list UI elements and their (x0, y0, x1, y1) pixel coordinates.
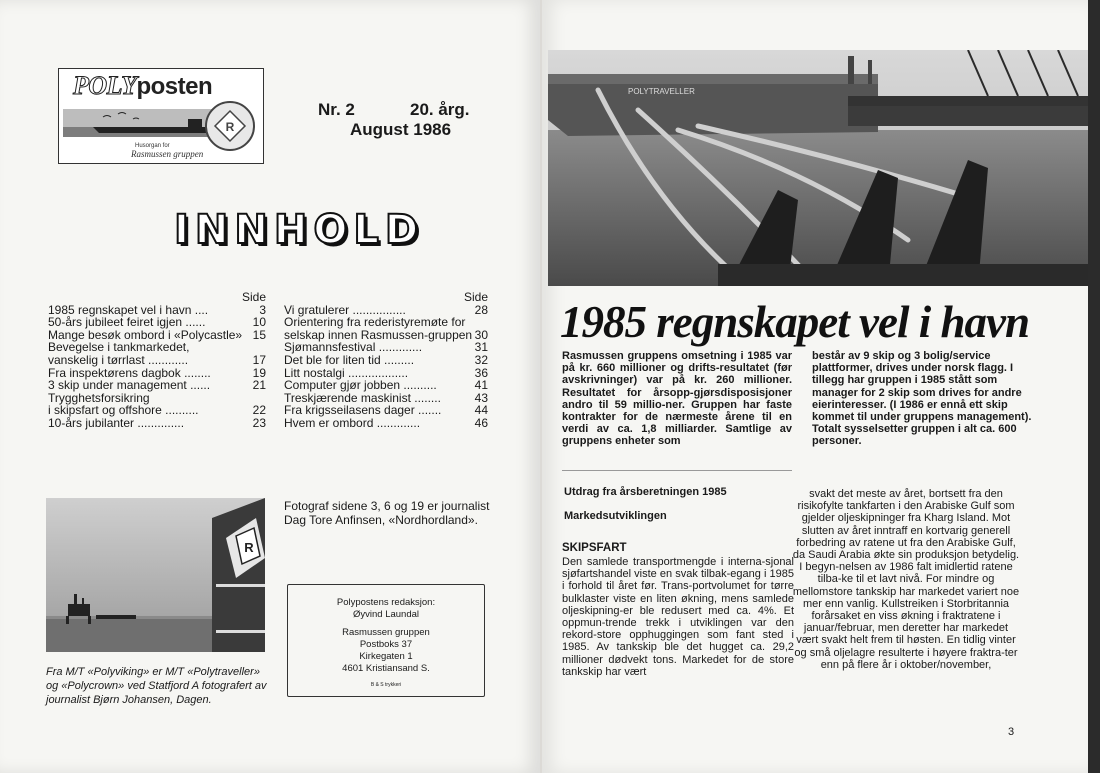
toc-entry-title: Hvem er ombord ............. (284, 415, 421, 430)
toc-entry-title: Vi gratulerer ................ (284, 302, 406, 317)
tanker-ship-icon (63, 109, 223, 137)
toc-entry-title: Trygghetsforsikring (48, 390, 150, 405)
toc-entry-page: 36 (474, 365, 488, 380)
toc-entry (48, 379, 266, 392)
toc-column-right (284, 291, 488, 430)
toc-entry-title: selskap innen Rasmussen-gruppen (284, 327, 473, 342)
toc-entry (284, 379, 488, 392)
toc-entry-page: 17 (252, 352, 266, 367)
address-city: 4601 Kristiansand S. (342, 663, 430, 674)
toc-entry (284, 316, 488, 329)
toc-entry-title: Sjømannsfestival ............. (284, 340, 423, 355)
innhold-letter: N (194, 207, 229, 253)
toc-entry (48, 354, 266, 367)
right-page (542, 0, 1088, 773)
toc-entry-title: Litt nostalgi .................. (284, 365, 409, 380)
innhold-letter: H (273, 207, 308, 253)
toc-entry (284, 354, 488, 367)
photographer-note: Fotograf sidene 3, 6 og 19 er journalist Dag Tore Anfinsen, «Nordhordland». (284, 499, 490, 527)
subheading-report-excerpt: Utdrag fra årsberetningen 1985 (564, 486, 727, 498)
lead-paragraph-part2: består av 9 skip og 3 bolig/service plattformer, drives under norsk flagg. I tillegg har gruppen i 1985 stått som manager for 2 skip som drives for andre eierinteresser. (I 1986 er ennå ett skip kommet til under gruppens management). Totalt sysselsetter gruppen i alt ca. 600 personer. (812, 350, 1032, 448)
toc-entry-title: i skipsfart og offshore .......... (48, 403, 199, 418)
innhold-letter: D (384, 207, 419, 253)
innhold-heading (172, 207, 420, 253)
address-street: Kirkegaten 1 (359, 651, 413, 662)
toc-entry-page: 41 (474, 378, 488, 393)
toc-entry-title: Det ble for liten tid ......... (284, 352, 415, 367)
editorial-label: Polypostens redaksjon: (336, 597, 436, 608)
toc-entry-page: 44 (474, 403, 488, 418)
toc-entry (284, 417, 488, 430)
editorial-box (287, 584, 485, 697)
innhold-letter: I (174, 207, 189, 253)
toc-entry-page: 3 (259, 302, 266, 317)
logo-subtitle: Rasmussen gruppen (131, 149, 204, 159)
logo-word-posten: posten (136, 73, 213, 100)
issue-date: August 1986 (350, 120, 452, 139)
article-headline: 1985 regnskapet vel i havn (560, 297, 1029, 347)
toc-entry-title: Computer gjør jobben .......... (284, 378, 437, 393)
innhold-letter: L (353, 207, 379, 253)
toc-entry-title: Treskjærende maskinist ........ (284, 390, 441, 405)
toc-entry-page: 30 (474, 327, 488, 342)
tanker-mooring-photo (548, 50, 1088, 286)
innhold-letter: N (234, 207, 268, 253)
scan-edge (1088, 0, 1100, 773)
toc-entry-page: 43 (474, 390, 488, 405)
toc-column-left (48, 291, 266, 430)
body-text-1: Den samlede transportmengde i interna-sjonal sjøfartshandel viste en svak tilbak-egang i 1985 i forhold til året før. Trans-portvolumet for tørre bulklaster viste en liten økning, mens samlede oljeskipning-er ble redusert med ca. 4%. Et oppmun-trende trekk i utviklingen var den rekord-store opphuggingen som fant sted i 1985. Av tankskip ble det hugget ca. 29,2 millioner dødvekt tons. Markedet for de store tankskip har vært (562, 556, 794, 678)
toc-entry-page: 23 (252, 415, 266, 430)
body-text-2: svakt det meste av året, bortsett fra den risikofylte tankfarten i den Arabiske Gulf som gjelder oljeskipninger fra Kharg Island. Mot slutten av året inntraff en kortvarig generell forbedring av ratene ut fra den Arabiske Gulf, da Saudi Arabia økte sin produksjon betydelig. I begyn-nelsen av 1986 falt imidlertid ratene tilba-ke til et lavt nivå. For mindre og mellomstore tankskip har markedet variert noe mer enn vanlig. Kullstreiken i Storbritannia forårsaket en viss økning i fraktratene i januar/februar, men deretter har markedet vært svakt helt frem til høsten. En tidlig vinter og små oljelagre resulterte i høyere fraktra-ter enn på flere år i oktober/november, (792, 488, 1020, 671)
toc-entry-title: 50-års jubileet feiret igjen ...... (48, 315, 206, 330)
issue-number: Nr. 2 (318, 100, 355, 119)
innhold-letter: O (313, 207, 348, 253)
toc-entry-page: 10 (252, 315, 266, 330)
toc-entry-title: 3 skip under management ...... (48, 378, 211, 393)
toc-entry-page: 28 (474, 302, 488, 317)
toc-entry-page: 32 (474, 352, 488, 367)
editor-name: Øyvind Laundal (352, 609, 420, 620)
photo-caption: Fra M/T «Polyviking» er M/T «Polytraveller» og «Polycrown» ved Statfjord A fotografert av journalist Bjørn Johansen, Dagen. (46, 666, 267, 706)
subheading-market: Markedsutviklingen (564, 510, 667, 522)
section-heading-skipsfart: SKIPSFART (562, 542, 627, 554)
toc-entry-title: vanskelig i tørrlast ............ (48, 352, 189, 367)
statfjord-platform-photo (46, 498, 265, 652)
logo-subtitle-small: Husorgan for (135, 143, 170, 149)
printer-credit: B & S trykkeri (370, 682, 402, 688)
toc-entry-page: 15 (252, 327, 266, 342)
lead-paragraph-part1: Rasmussen gruppens omsetning i 1985 var på kr. 660 millioner og drifts-resultatet (før avskrivninger) var på kr. 260 millioner. Resultatet for årsopp-gjørsdisposisjoner andro til 59 millio-ner. Gruppen har faste kontrakter for de nærmeste årene til en verdi av ca. 1,8 milliarder. Samtlige av gruppens enheter som (562, 350, 792, 448)
logo-word-poly: POLY (73, 71, 137, 100)
polyposten-logo (58, 68, 264, 164)
toc-entry-page: 31 (474, 340, 488, 355)
address-postbox: Postboks 37 (359, 639, 413, 650)
toc-entry (48, 316, 266, 329)
page-number: 3 (1008, 726, 1015, 738)
left-page (0, 0, 540, 773)
toc-entry-page: 21 (252, 378, 266, 393)
toc-entry-page: 46 (474, 415, 488, 430)
toc-entry-title: Mange besøk ombord i «Polycastle» (48, 327, 243, 342)
toc-entry-title: Bevegelse i tankmarkedet, (48, 340, 190, 355)
toc-header: Side (241, 290, 266, 304)
toc-entry (48, 417, 266, 430)
toc-entry-title: Orientering fra rederistyremøte for (284, 315, 466, 330)
svg-text:R: R (225, 120, 235, 134)
divider-line (562, 470, 792, 471)
toc-entry-title: 10-års jubilanter .............. (48, 415, 185, 430)
logo-wordmark (73, 71, 212, 101)
toc-entry-title: 1985 regnskapet vel i havn .... (48, 302, 209, 317)
toc-entry-title: Fra inspektørens dagbok ........ (48, 365, 211, 380)
issue-volume: 20. årg. (410, 100, 470, 119)
toc-header: Side (463, 290, 488, 304)
r-emblem-icon (203, 99, 257, 153)
body-column-1 (562, 542, 794, 678)
ship-name-label: POLYTRAVELLER (628, 87, 695, 96)
svg-text:R: R (244, 540, 254, 555)
address-company: Rasmussen gruppen (342, 627, 430, 638)
toc-entry-title: Fra krigsseilasens dager ....... (284, 403, 442, 418)
toc-entry-page: 19 (252, 365, 266, 380)
toc-entry-page: 22 (252, 403, 266, 418)
